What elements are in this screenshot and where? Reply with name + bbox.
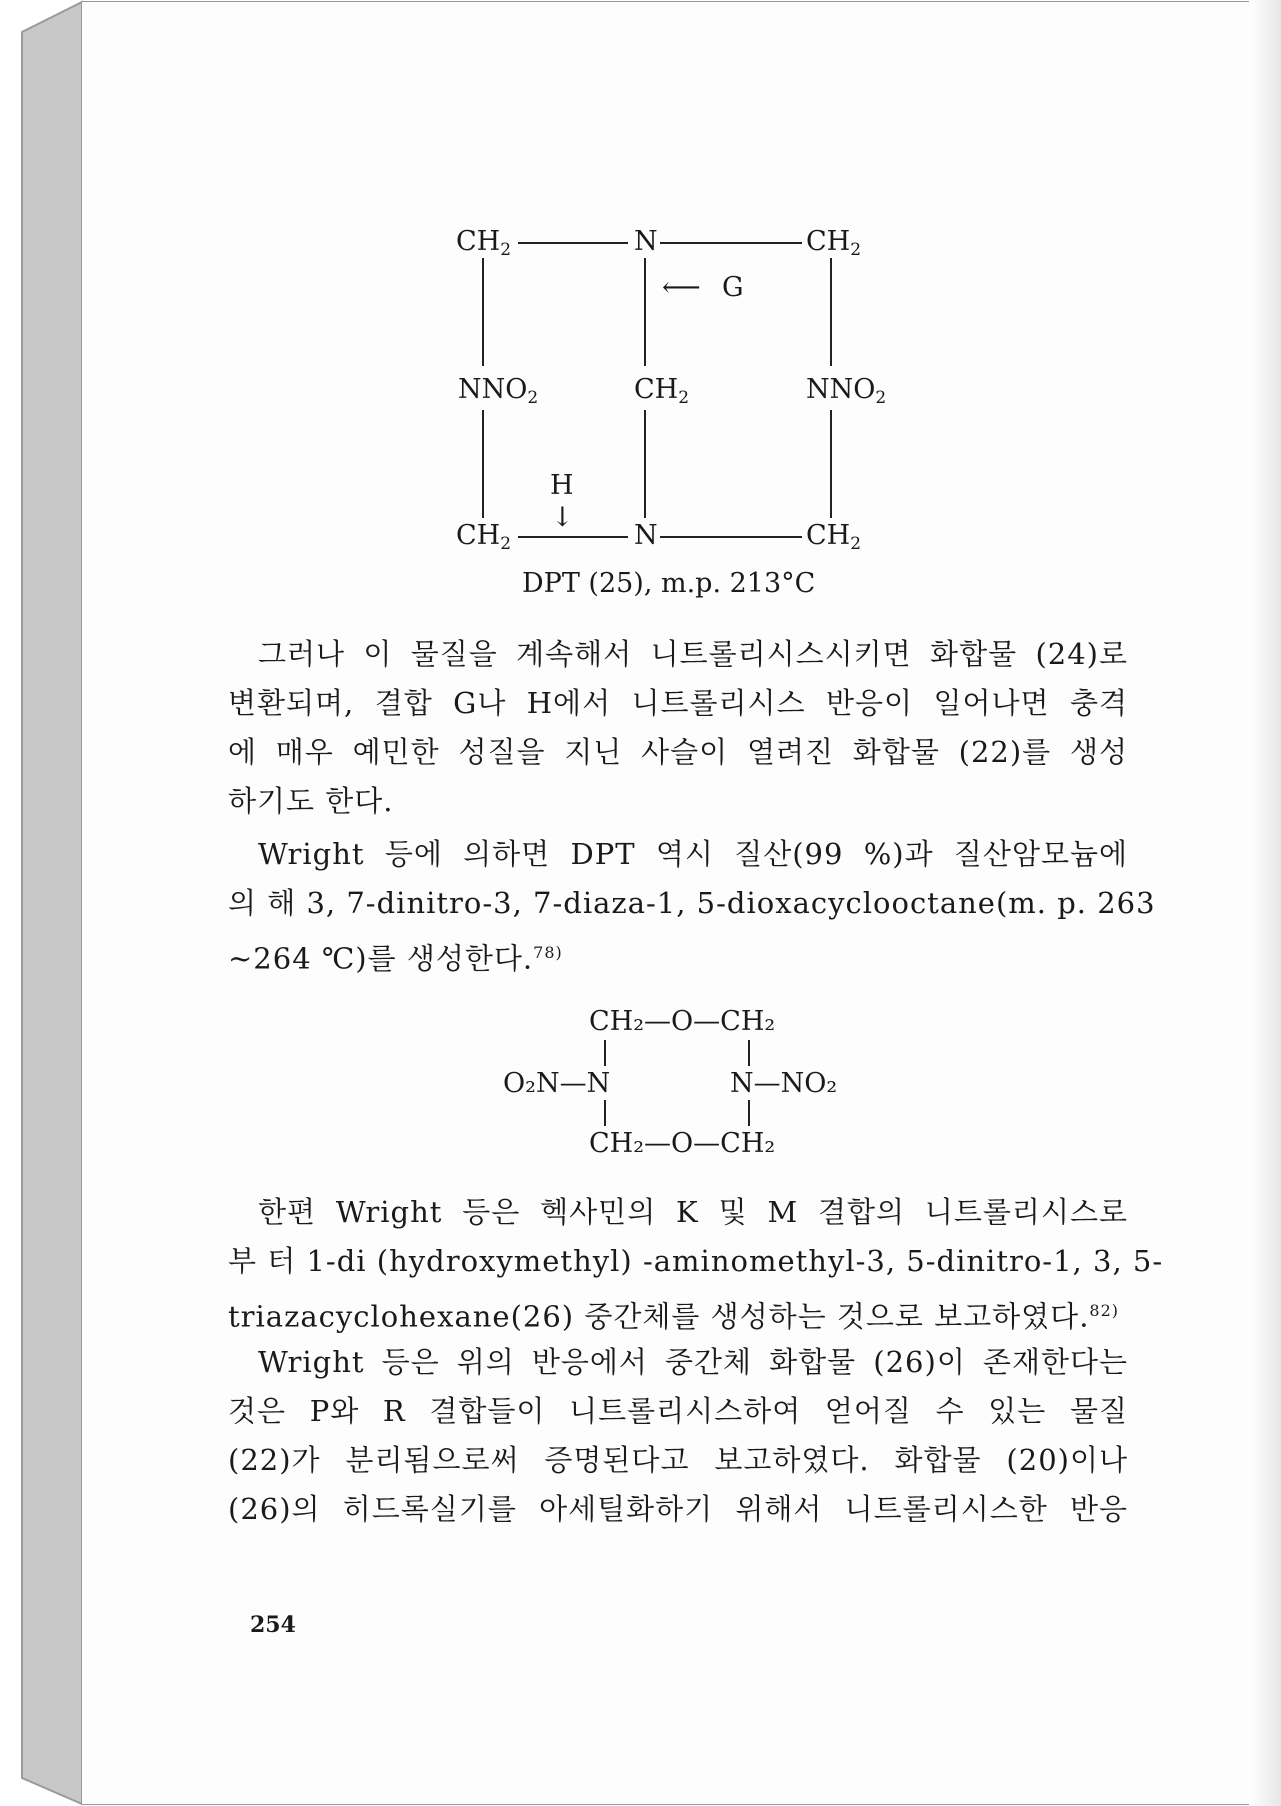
- arrow-g: ⟵: [662, 272, 701, 303]
- bond: [482, 258, 484, 366]
- text-line: ~264 ℃)를 생성한다.$^{78)}$: [228, 941, 563, 976]
- ring-top: CH₂—O—CH₂: [589, 1006, 776, 1037]
- text-line: 한편 Wright 등은 헥사민의 K 및 M 결합의 니트롤리시스로: [258, 1195, 1128, 1229]
- ring-bottom: CH₂—O—CH₂: [589, 1128, 776, 1159]
- atom-ch2-middle: $CH_2$: [634, 374, 690, 408]
- reference-82: 82): [1089, 1301, 1120, 1320]
- atom-n-bottom: N: [634, 520, 658, 551]
- atom-ch2-top-left: $CH_2$: [456, 226, 512, 260]
- ring-right-nitro: N—NO₂: [730, 1068, 838, 1099]
- text-line: 것은 P와 R 결합들이 니트롤리시스하여 얻어질 수 있는 물질: [228, 1394, 1128, 1428]
- bond: [830, 258, 832, 366]
- bond: [748, 1040, 750, 1066]
- atom-nno2-right: $NNO_2$: [806, 374, 887, 408]
- paragraph-3: [228, 1188, 1164, 1335]
- paragraph-4: [228, 1338, 1128, 1534]
- label-h: H: [550, 470, 574, 501]
- ring-left-nitro: O₂N—N: [503, 1068, 611, 1099]
- text-line: triazacyclohexane(26) 중간체를 생성하는 것으로 보고하였다.$^{82)}$: [228, 1299, 1120, 1334]
- text-line: Wright 등에 의하면 DPT 역시 질산(99 %)과 질산암모늄에: [258, 837, 1128, 871]
- page-number: 254: [250, 1612, 296, 1638]
- bond: [518, 536, 628, 538]
- atom-n-top: N: [634, 226, 658, 257]
- dpt-caption: DPT (25), m.p. 213°C: [522, 568, 816, 599]
- bond: [604, 1040, 606, 1066]
- bond: [518, 242, 628, 244]
- atom-ch2-top-right: $CH_2$: [806, 226, 862, 260]
- arrow-h: ↓: [551, 502, 574, 533]
- bond: [660, 242, 802, 244]
- atom-ch2-bottom-left: $CH_2$: [456, 520, 512, 554]
- label-g: G: [722, 272, 744, 303]
- atom-ch2-bottom-right: $CH_2$: [806, 520, 862, 554]
- paragraph-2: [228, 830, 1156, 977]
- reference-78: 78): [533, 943, 563, 962]
- text-line: 변환되며, 결합 G나 H에서 니트롤리시스 반응이 일어나면 충격: [228, 686, 1128, 720]
- bond: [644, 258, 646, 366]
- text-line: (26)의 히드록실기를 아세틸화하기 위해서 니트롤리시스한 반응: [228, 1492, 1128, 1526]
- text-line: 부 터 1-di (hydroxymethyl) -aminomethyl-3, 5-dinitro-1, 3, 5-: [228, 1244, 1164, 1278]
- bond: [482, 410, 484, 518]
- bond: [830, 410, 832, 518]
- text-line: 하기도 한다.: [228, 784, 394, 818]
- text-line: Wright 등은 위의 반응에서 중간체 화합물 (26)이 존재한다는: [258, 1345, 1128, 1379]
- bond: [644, 410, 646, 518]
- bond: [660, 536, 802, 538]
- page-edge-shadow: [1249, 0, 1281, 1806]
- bond: [748, 1100, 750, 1126]
- text-line: (22)가 분리됨으로써 증명된다고 보고하였다. 화합물 (20)이나: [228, 1443, 1128, 1477]
- atom-nno2-left: $NNO_2$: [458, 374, 539, 408]
- bond: [604, 1100, 606, 1126]
- text-line: 의 해 3, 7-dinitro-3, 7-diaza-1, 5-dioxacyclooctane(m. p. 263: [228, 886, 1156, 920]
- paragraph-1: [228, 630, 1128, 826]
- text-line: 에 매우 예민한 성질을 지닌 사슬이 열려진 화합물 (22)를 생성: [228, 735, 1128, 769]
- text-line: 그러나 이 물질을 계속해서 니트롤리시스시키면 화합물 (24)로: [258, 637, 1128, 671]
